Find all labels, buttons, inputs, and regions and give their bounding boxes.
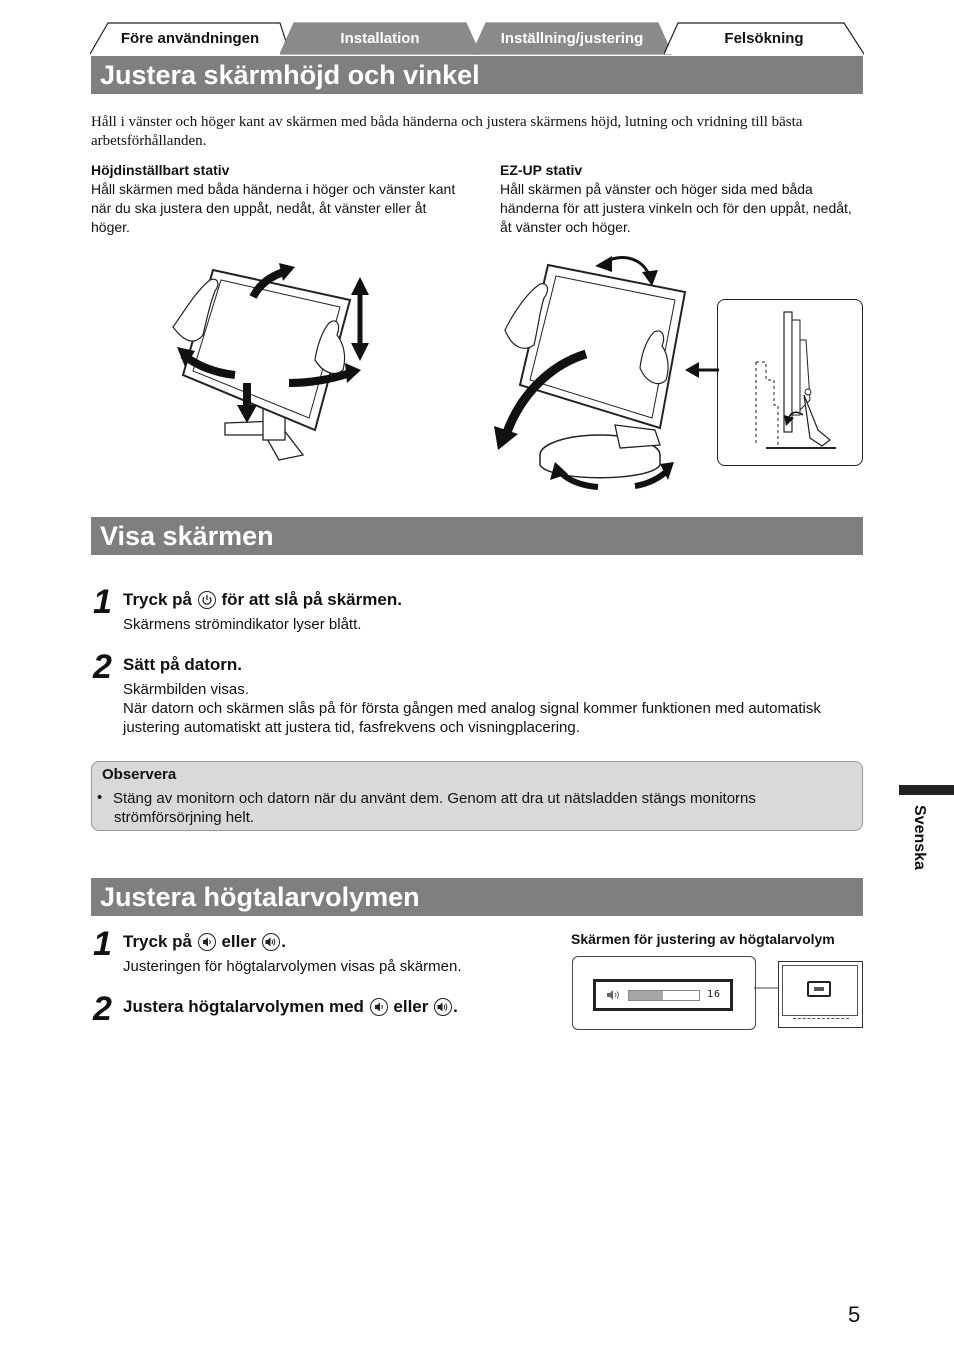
volume-slider-track: [628, 990, 700, 1001]
right-heading: EZ-UP stativ: [500, 162, 583, 178]
height-stand-illustration: [165, 255, 380, 465]
arrow-left-icon: [685, 360, 719, 380]
side-view-inset: [717, 299, 863, 466]
step-number: 1: [93, 583, 112, 621]
volume-osd-frame: [572, 956, 756, 1030]
step-number: 2: [93, 648, 112, 686]
left-heading: Höjdinställbart stativ: [91, 162, 230, 178]
step-title: Tryck på för att slå på skärmen.: [123, 590, 402, 609]
tab-installation[interactable]: Installation: [280, 22, 480, 55]
speaker-icon: [606, 989, 622, 1001]
section-title-visa-skarmen: Visa skärmen: [91, 517, 863, 555]
tab-fore-anvandningen[interactable]: Före användningen: [90, 22, 290, 55]
note-heading: Observera: [102, 766, 177, 783]
note-text: Stäng av monitorn och datorn när du använt dem. Genom att dra ut nätsladden stängs monitorns: [113, 790, 756, 807]
step-title: Justera högtalarvolymen med eller .: [123, 997, 458, 1016]
section-title-skarmhojd: Justera skärmhöjd och vinkel: [91, 56, 863, 94]
volume-down-icon: [370, 998, 388, 1016]
ezup-stand-illustration: [490, 250, 715, 495]
language-label: Svenska: [911, 805, 928, 870]
volume-value: 16: [707, 989, 722, 1000]
volume-figure-caption: Skärmen för justering av högtalarvolym: [571, 931, 835, 947]
intro-text: Håll i vänster och höger kant av skärmen med båda händerna och justera skärmens höjd, lutning och vridning till bästa arbetsförhållanden.: [91, 114, 803, 149]
monitor-thumbnail-osd: [807, 981, 831, 997]
right-text: Håll skärmen på vänster och höger sida med båda händerna för att justera vinkeln och för den uppåt, nedåt, åt vänster och höger.: [500, 181, 852, 235]
note-box: [91, 761, 863, 831]
nav-tabs: [90, 22, 864, 55]
tab-felsokning[interactable]: Felsökning: [664, 22, 864, 55]
monitor-thumbnail-base: [793, 1018, 849, 1023]
note-bullet: •: [97, 789, 103, 806]
volume-up-icon: [262, 933, 280, 951]
left-text: Håll skärmen med båda händerna i höger och vänster kant när du ska justera den uppåt, nedåt, åt vänster eller åt höger.: [91, 181, 456, 235]
side-view-drawing: [718, 300, 862, 465]
step-body: Skärmens strömindikator lyser blått.: [123, 616, 362, 633]
section-title-hogtalarvolymen: Justera högtalarvolymen: [91, 878, 863, 916]
step-number: 2: [93, 990, 112, 1028]
step-title: Tryck på eller .: [123, 932, 286, 951]
step-number: 1: [93, 925, 112, 963]
monitor-thumbnail: [778, 961, 863, 1028]
power-icon: [198, 591, 216, 609]
volume-slider-fill: [629, 991, 663, 1000]
volume-down-icon: [198, 933, 216, 951]
note-text: strömförsörjning helt.: [114, 809, 255, 826]
step-body: När datorn och skärmen slås på för första gången med analog signal kommer funktionen med automatisk justering automatiskt att justera tid, fasfrekvens och visningplacering.: [123, 700, 821, 736]
volume-up-icon: [434, 998, 452, 1016]
language-tab-marker: [899, 785, 954, 795]
step-body: Skärmbilden visas.: [123, 681, 249, 698]
page-number: 5: [848, 1302, 861, 1327]
volume-osd: [593, 979, 733, 1011]
step-body: Justeringen för högtalarvolymen visas på skärmen.: [123, 958, 462, 975]
tab-installning-justering[interactable]: Inställning/justering: [472, 22, 672, 55]
step-title: Sätt på datorn.: [123, 655, 243, 674]
